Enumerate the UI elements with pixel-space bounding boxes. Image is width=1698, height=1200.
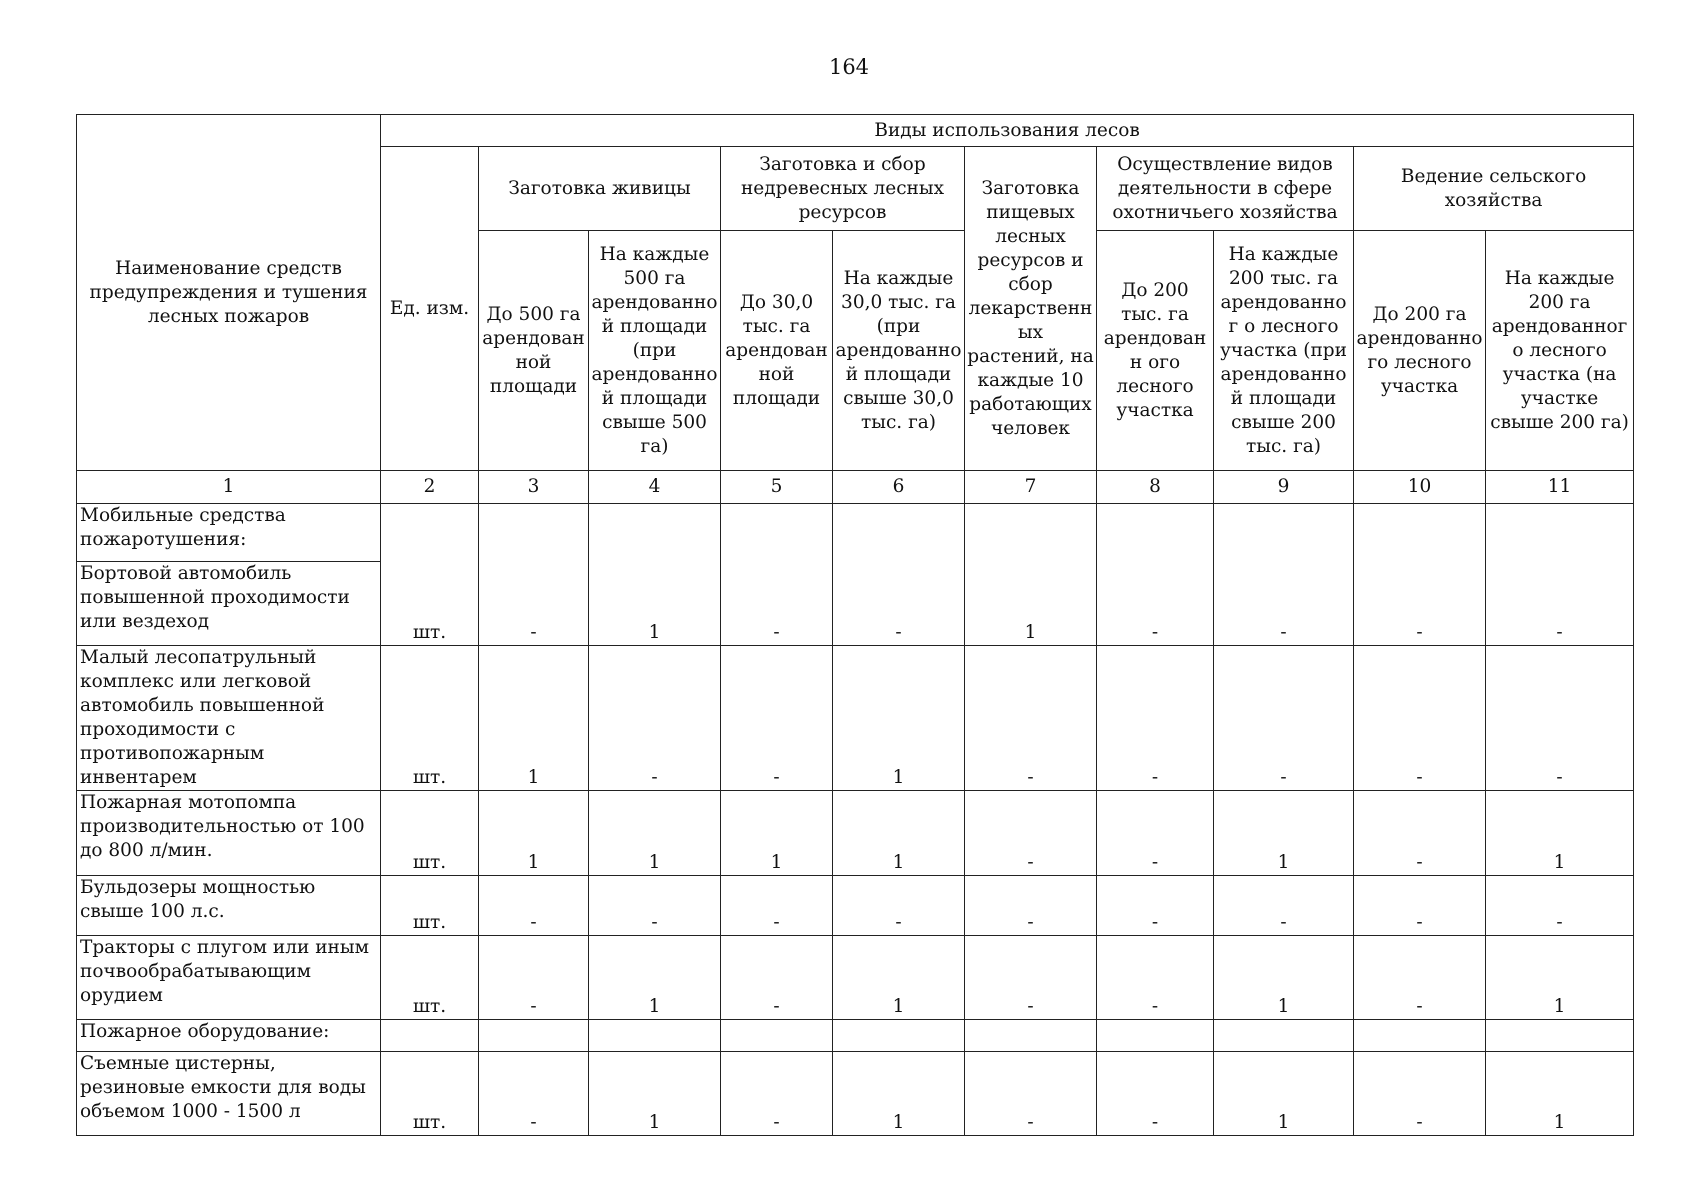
header-cat-food: Заготовка пищевых лесных ресурсов и сбор лекарственн ых растений, на каждые 10 работающих человек xyxy=(965,147,1097,471)
header-name-col: Наименование средств предупреждения и тушения лесных пожаров xyxy=(77,115,381,471)
section-row xyxy=(77,504,1634,562)
row-name: Бульдозеры мощностью свыше 100 л.с. xyxy=(77,876,381,936)
header-sub-c4: На каждые 500 га арендованно й площади (при арендованно й площади свыше 500 га) xyxy=(589,231,721,471)
empty-cell xyxy=(479,1020,589,1052)
row-value: 1 xyxy=(965,504,1097,646)
row-value: - xyxy=(833,876,965,936)
row-value: - xyxy=(965,876,1097,936)
row-value: 1 xyxy=(1486,1052,1634,1136)
table-row xyxy=(77,791,1634,876)
table-row xyxy=(77,646,1634,791)
row-value: - xyxy=(721,1052,833,1136)
col-number: 1 xyxy=(77,471,381,504)
row-value: - xyxy=(1354,876,1486,936)
col-number: 10 xyxy=(1354,471,1486,504)
row-value: - xyxy=(721,504,833,646)
table-row xyxy=(77,876,1634,936)
empty-cell xyxy=(1486,1020,1634,1052)
header-sub-c5: До 30,0 тыс. га арендован ной площади xyxy=(721,231,833,471)
row-value: - xyxy=(1097,504,1214,646)
row-unit: шт. xyxy=(381,791,479,876)
header-cat-nontimber: Заготовка и сбор недревесных лесных ресурсов xyxy=(721,147,965,231)
row-value: - xyxy=(1354,646,1486,791)
section-row xyxy=(77,1020,1634,1052)
row-unit: шт. xyxy=(381,876,479,936)
header-row-group xyxy=(77,115,1634,147)
row-value: - xyxy=(479,504,589,646)
row-value: 1 xyxy=(1486,791,1634,876)
row-value: 1 xyxy=(1486,936,1634,1020)
empty-cell xyxy=(1354,1020,1486,1052)
row-value: - xyxy=(479,876,589,936)
row-value: - xyxy=(965,646,1097,791)
row-value: 1 xyxy=(833,936,965,1020)
col-number: 4 xyxy=(589,471,721,504)
col-number: 3 xyxy=(479,471,589,504)
row-unit: шт. xyxy=(381,646,479,791)
row-value: - xyxy=(1097,936,1214,1020)
row-value: 1 xyxy=(833,791,965,876)
row-value: - xyxy=(1354,791,1486,876)
header-sub-c9: На каждые 200 тыс. га арендованног о лесного участка (при арендованной площади свыше 200 тыс. га) xyxy=(1214,231,1354,471)
row-value: - xyxy=(965,791,1097,876)
row-value: 1 xyxy=(721,791,833,876)
header-sub-c8: До 200 тыс. га арендованн ого лесного участка xyxy=(1097,231,1214,471)
row-value: - xyxy=(589,876,721,936)
row-value: 1 xyxy=(589,504,721,646)
col-number: 2 xyxy=(381,471,479,504)
empty-cell xyxy=(965,1020,1097,1052)
empty-cell xyxy=(1097,1020,1214,1052)
row-value: - xyxy=(479,936,589,1020)
row-value: - xyxy=(1214,646,1354,791)
col-number: 8 xyxy=(1097,471,1214,504)
row-value: - xyxy=(589,646,721,791)
empty-cell xyxy=(833,1020,965,1052)
header-cat-resin: Заготовка живицы xyxy=(479,147,721,231)
row-value: 1 xyxy=(479,791,589,876)
row-value: - xyxy=(1354,504,1486,646)
row-name: Бортовой автомобиль повышенной проходимости или вездеход xyxy=(77,562,381,646)
row-unit: шт. xyxy=(381,1052,479,1136)
row-value: - xyxy=(1097,646,1214,791)
column-numbers-row xyxy=(77,471,1634,504)
page-number: 164 xyxy=(828,55,870,79)
header-sub-c11: На каждые 200 га арендованного лесного участка (на участке свыше 200 га) xyxy=(1486,231,1634,471)
row-value: 1 xyxy=(589,936,721,1020)
header-group-title: Виды использования лесов xyxy=(381,115,1634,147)
row-name: Малый лесопатрульный комплекс или легковой автомобиль повышенной проходимости с противопожарным инвентарем xyxy=(77,646,381,791)
row-value: 1 xyxy=(479,646,589,791)
row-value: - xyxy=(833,504,965,646)
section-label-mobile: Мобильные средства пожаротушения: xyxy=(77,504,381,562)
row-value: 1 xyxy=(833,1052,965,1136)
col-number: 6 xyxy=(833,471,965,504)
row-value: - xyxy=(721,936,833,1020)
row-value: - xyxy=(1354,936,1486,1020)
empty-cell xyxy=(589,1020,721,1052)
row-value: - xyxy=(1354,1052,1486,1136)
empty-cell xyxy=(721,1020,833,1052)
row-value: - xyxy=(1214,876,1354,936)
row-value: - xyxy=(965,936,1097,1020)
col-number: 9 xyxy=(1214,471,1354,504)
row-name: Тракторы с плугом или иным почвообрабатывающим орудием xyxy=(77,936,381,1020)
row-value: 1 xyxy=(589,1052,721,1136)
row-value: - xyxy=(965,1052,1097,1136)
row-value: 1 xyxy=(1214,1052,1354,1136)
row-value: 1 xyxy=(1214,791,1354,876)
row-value: - xyxy=(1097,1052,1214,1136)
row-name: Пожарная мотопомпа производительностью от 100 до 800 л/мин. xyxy=(77,791,381,876)
row-value: - xyxy=(1097,791,1214,876)
fire-equipment-table xyxy=(76,114,1634,1136)
col-number: 11 xyxy=(1486,471,1634,504)
row-value: - xyxy=(1214,504,1354,646)
header-cat-agriculture: Ведение сельского хозяйства xyxy=(1354,147,1634,231)
row-value: - xyxy=(1097,876,1214,936)
header-sub-c3: До 500 га арендован ной площади xyxy=(479,231,589,471)
header-sub-c10: До 200 га арендованно го лесного участка xyxy=(1354,231,1486,471)
section-label-equipment: Пожарное оборудование: xyxy=(77,1020,381,1052)
row-value: - xyxy=(721,876,833,936)
row-value: 1 xyxy=(833,646,965,791)
table-row xyxy=(77,936,1634,1020)
header-sub-c6: На каждые 30,0 тыс. га (при арендованно й площади свыше 30,0 тыс. га) xyxy=(833,231,965,471)
row-value: - xyxy=(721,646,833,791)
row-value: - xyxy=(1486,504,1634,646)
header-cat-hunting: Осуществление видов деятельности в сфере охотничьего хозяйства xyxy=(1097,147,1354,231)
row-value: 1 xyxy=(1214,936,1354,1020)
row-value: - xyxy=(1486,876,1634,936)
row-unit: шт. xyxy=(381,504,479,646)
row-value: - xyxy=(1486,646,1634,791)
col-number: 7 xyxy=(965,471,1097,504)
header-unit-col: Ед. изм. xyxy=(381,147,479,471)
col-number: 5 xyxy=(721,471,833,504)
row-name: Съемные цистерны, резиновые емкости для воды объемом 1000 - 1500 л xyxy=(77,1052,381,1136)
row-unit: шт. xyxy=(381,936,479,1020)
row-value: - xyxy=(479,1052,589,1136)
row-value: 1 xyxy=(589,791,721,876)
empty-cell xyxy=(1214,1020,1354,1052)
empty-cell xyxy=(381,1020,479,1052)
table-row xyxy=(77,1052,1634,1136)
